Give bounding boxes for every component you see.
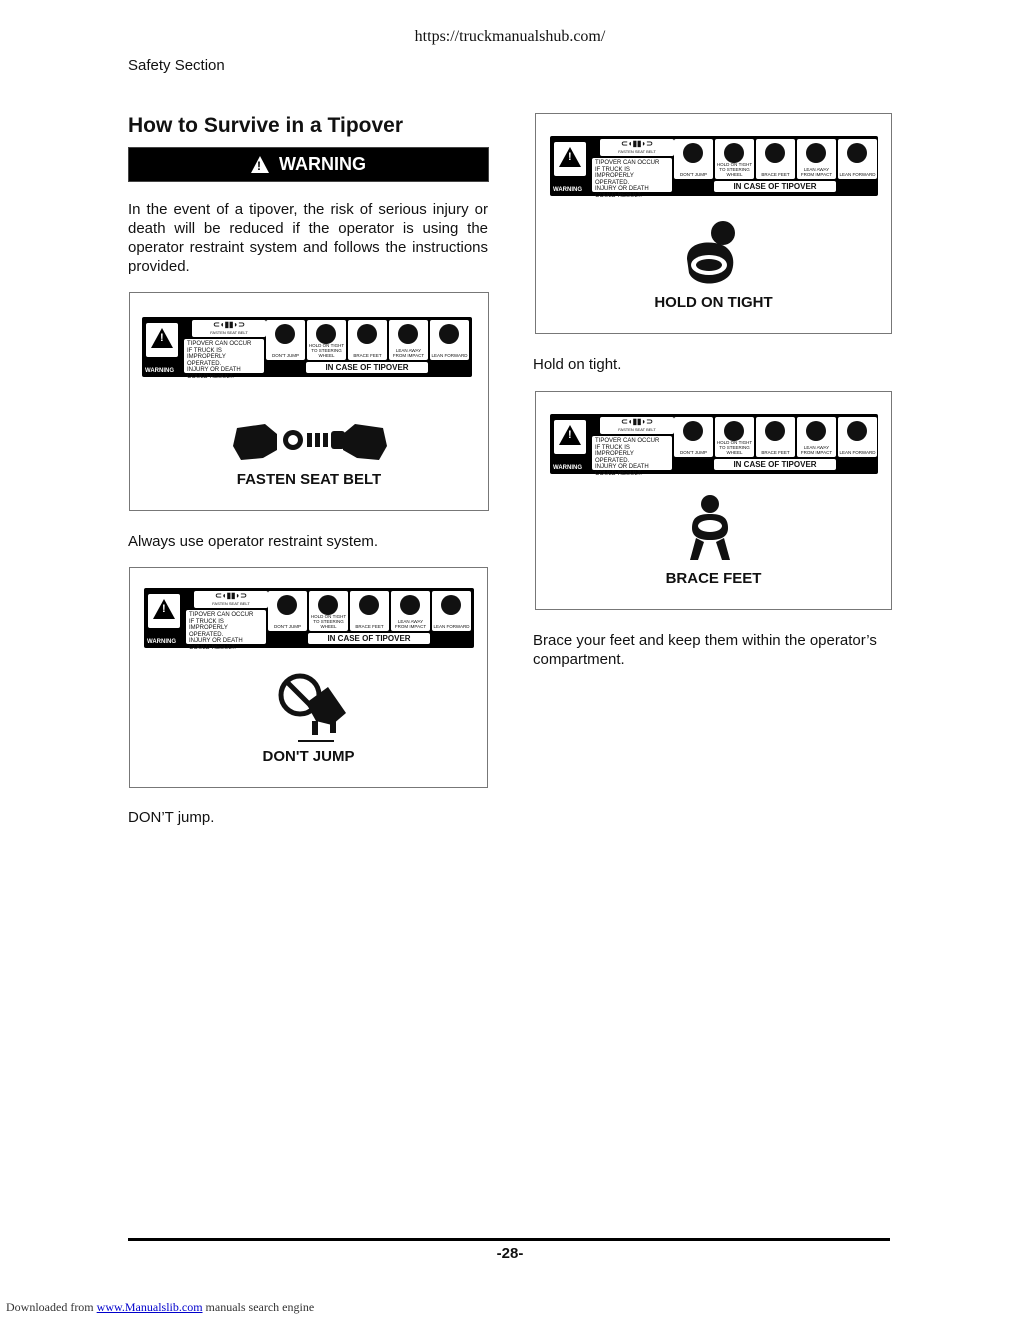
warning-banner-label: WARNING	[279, 154, 366, 174]
brace-feet-illustration	[686, 494, 736, 564]
figure-big-label: DON'T JUMP	[262, 748, 355, 765]
lean-forward-icon: LEAN FORWARD	[838, 417, 877, 457]
fasten-seat-belt-illustration	[225, 418, 395, 468]
label-message: TIPOVER CAN OCCUR IF TRUCK IS IMPROPERLY OPERATED. INJURY OR DEATH COULD RESULT.	[592, 158, 672, 192]
brace-feet-icon: BRACE FEET	[756, 417, 795, 457]
figure-dont-jump	[129, 567, 488, 788]
seat-belt-icon: ⊂◖▮▮◗⊃ FASTEN SEAT BELT	[194, 591, 268, 608]
warning-triangle-icon: !	[148, 594, 180, 628]
intro-paragraph: In the event of a tipover, the risk of serious injury or death will be reduced if the operator is using the operator restraint system and follows the instructions provided.	[128, 201, 488, 275]
warning-triangle-icon: !	[146, 323, 178, 357]
lean-away-icon: LEAN AWAY FROM IMPACT	[797, 139, 836, 179]
tipover-label-strip: ! WARNING ⊂◖▮▮◗⊃ FASTEN SEAT BELT TIPOVER CAN OCCUR IF TRUCK IS IMPROPERLY OPERATED. INJURY OR DEATH COULD RESULT. DON'T JUMP HOLD ON TIGHT TO STEERING WHEEL BRACE FEET LEAN AWAY FROM IMPACT LEAN FORWARD IN CASE OF TIPOVER	[550, 414, 878, 474]
brace-feet-icon: BRACE FEET	[350, 591, 389, 631]
seat-belt-icon: ⊂◖▮▮◗⊃ FASTEN SEAT BELT	[600, 139, 674, 156]
lean-away-icon: LEAN AWAY FROM IMPACT	[797, 417, 836, 457]
in-case-of-tipover-label: IN CASE OF TIPOVER	[714, 181, 836, 192]
warning-triangle-icon: !	[554, 420, 586, 454]
figure-big-label: HOLD ON TIGHT	[654, 294, 773, 311]
figure-caption: DON’T jump.	[128, 809, 215, 826]
figure-hold-on-tight	[535, 113, 892, 334]
figure-big-label: BRACE FEET	[665, 570, 762, 587]
hold-on-tight-icon: HOLD ON TIGHT TO STEERING WHEEL	[307, 320, 346, 360]
lean-forward-icon: LEAN FORWARD	[430, 320, 469, 360]
lean-away-icon: LEAN AWAY FROM IMPACT	[389, 320, 428, 360]
tipover-label-strip: ! WARNING ⊂◖▮▮◗⊃ FASTEN SEAT BELT TIPOVER CAN OCCUR IF TRUCK IS IMPROPERLY OPERATED. INJURY OR DEATH COULD RESULT. DON'T JUMP HOLD ON TIGHT TO STEERING WHEEL BRACE FEET LEAN AWAY FROM IMPACT LEAN FORWARD IN CASE OF TIPOVER	[144, 588, 474, 648]
figure-caption: Hold on tight.	[533, 356, 622, 373]
hold-on-tight-icon: HOLD ON TIGHT TO STEERING WHEEL	[715, 139, 754, 179]
brace-feet-icon: BRACE FEET	[756, 139, 795, 179]
figure-big-label: FASTEN SEAT BELT	[236, 471, 382, 488]
warning-banner	[128, 147, 489, 182]
figure-fasten-seat-belt	[129, 292, 489, 511]
in-case-of-tipover-label: IN CASE OF TIPOVER	[308, 633, 430, 644]
manualslib-link[interactable]: www.Manualslib.com	[96, 1300, 203, 1314]
seat-belt-icon: ⊂◖▮▮◗⊃ FASTEN SEAT BELT	[192, 320, 266, 337]
figure-caption: Always use operator restraint system.	[128, 533, 379, 550]
label-message: TIPOVER CAN OCCUR IF TRUCK IS IMPROPERLY OPERATED. INJURY OR DEATH COULD RESULT.	[184, 339, 264, 373]
seat-belt-icon: ⊂◖▮▮◗⊃ FASTEN SEAT BELT	[600, 417, 674, 434]
lean-forward-icon: LEAN FORWARD	[838, 139, 877, 179]
label-message: TIPOVER CAN OCCUR IF TRUCK IS IMPROPERLY OPERATED. INJURY OR DEATH COULD RESULT.	[186, 610, 266, 644]
section-header: Safety Section	[128, 57, 225, 74]
dont-jump-icon: DON'T JUMP	[674, 139, 713, 179]
hold-on-tight-illustration	[681, 219, 741, 289]
in-case-of-tipover-label: IN CASE OF TIPOVER	[714, 459, 836, 470]
dont-jump-icon: DON'T JUMP	[268, 591, 307, 631]
dont-jump-icon: DON'T JUMP	[266, 320, 305, 360]
footer-divider	[128, 1238, 890, 1241]
download-credit: Downloaded from www.Manualslib.com manuals search engine	[6, 1300, 315, 1314]
hold-on-tight-icon: HOLD ON TIGHT TO STEERING WHEEL	[309, 591, 348, 631]
dont-jump-illustration	[272, 673, 352, 743]
page-title: How to Survive in a Tipover	[128, 114, 404, 137]
warning-triangle-icon: !	[554, 142, 586, 176]
figure-brace-feet	[535, 391, 892, 610]
tipover-label-strip: ! WARNING ⊂◖▮▮◗⊃ FASTEN SEAT BELT TIPOVER CAN OCCUR IF TRUCK IS IMPROPERLY OPERATED. INJURY OR DEATH COULD RESULT. DON'T JUMP HOLD ON TIGHT TO STEERING WHEEL BRACE FEET LEAN AWAY FROM IMPACT LEAN FORWARD IN CASE OF TIPOVER	[142, 317, 472, 377]
in-case-of-tipover-label: IN CASE OF TIPOVER	[306, 362, 428, 373]
warning-triangle-icon: !	[251, 156, 269, 173]
tipover-label-strip: ! WARNING ⊂◖▮▮◗⊃ FASTEN SEAT BELT TIPOVER CAN OCCUR IF TRUCK IS IMPROPERLY OPERATED. INJURY OR DEATH COULD RESULT. DON'T JUMP HOLD ON TIGHT TO STEERING WHEEL BRACE FEET LEAN AWAY FROM IMPACT LEAN FORWARD IN CASE OF TIPOVER	[550, 136, 878, 196]
hold-on-tight-icon: HOLD ON TIGHT TO STEERING WHEEL	[715, 417, 754, 457]
label-message: TIPOVER CAN OCCUR IF TRUCK IS IMPROPERLY OPERATED. INJURY OR DEATH COULD RESULT.	[592, 436, 672, 470]
figure-caption: Brace your feet and keep them within the operator’s compartment.	[533, 632, 877, 668]
lean-forward-icon: LEAN FORWARD	[432, 591, 471, 631]
page-number: -28-	[496, 1245, 524, 1262]
brace-feet-icon: BRACE FEET	[348, 320, 387, 360]
page-url: https://truckmanualshub.com/	[414, 28, 606, 45]
dont-jump-icon: DON'T JUMP	[674, 417, 713, 457]
lean-away-icon: LEAN AWAY FROM IMPACT	[391, 591, 430, 631]
